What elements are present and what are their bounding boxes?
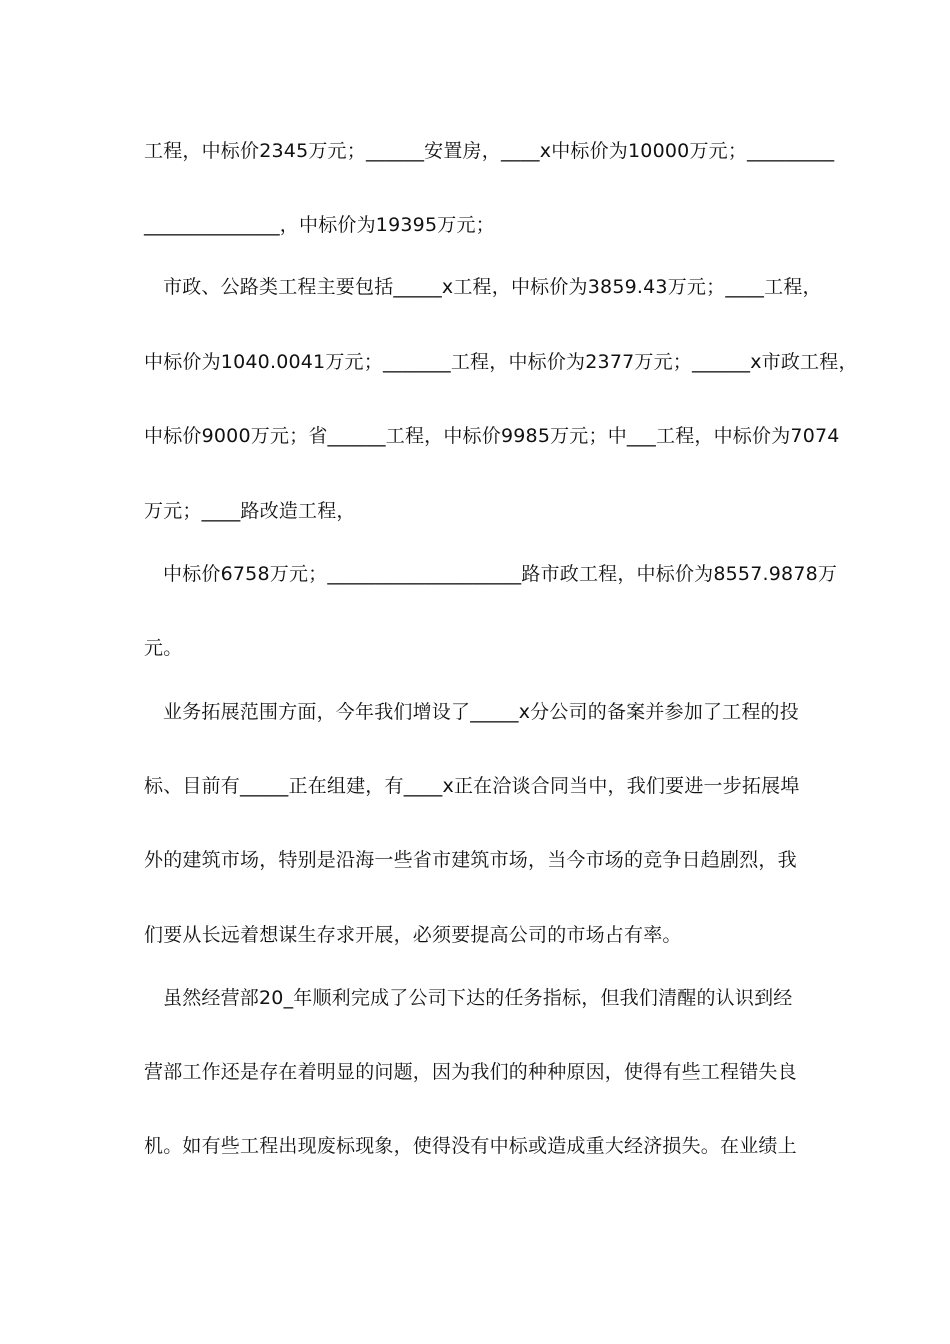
text-line: 万元；____路改造工程， (144, 500, 356, 522)
text-line: 机。如有些工程出现废标现象，使得没有中标或造成重大经济损失。在业绩上 (144, 1135, 797, 1157)
text-line: 工程，中标价2345万元；______安置房，____x中标价为10000万元；_________ (144, 140, 835, 162)
text-line: 营部工作还是存在着明显的问题，因为我们的种种原因，使得有些工程错失良 (144, 1061, 797, 1083)
text-line: ______________，中标价为19395万元； (144, 214, 495, 236)
text-line: 标、目前有_____正在组建，有____x正在洽谈合同当中，我们要进一步拓展埠 (144, 775, 800, 797)
paragraph-start-line: 业务拓展范围方面，今年我们增设了_____x分公司的备案并参加了工程的投 (163, 701, 799, 723)
paragraph-start-line: 虽然经营部20_年顺利完成了公司下达的任务指标，但我们清醒的认识到经 (163, 987, 793, 1009)
text-line: 元。 (144, 637, 183, 659)
text-line: 中标价为1040.0041万元；_______工程，中标价为2377万元；______x市政工程， (144, 351, 858, 373)
text-line: 外的建筑市场，特别是沿海一些省市建筑市场，当今市场的竞争日趋剧烈，我 (144, 849, 797, 871)
paragraph-start-line: 市政、公路类工程主要包括_____x工程，中标价为3859.43万元；____工程， (163, 276, 822, 298)
text-line: 们要从长远着想谋生存求开展，必须要提高公司的市场占有率。 (144, 924, 682, 946)
text-line: 中标价9000万元；省______工程，中标价9985万元；中___工程，中标价为7074 (144, 425, 840, 447)
paragraph-start-line: 中标价6758万元；____________________路市政工程，中标价为8557.9878万 (163, 563, 838, 585)
